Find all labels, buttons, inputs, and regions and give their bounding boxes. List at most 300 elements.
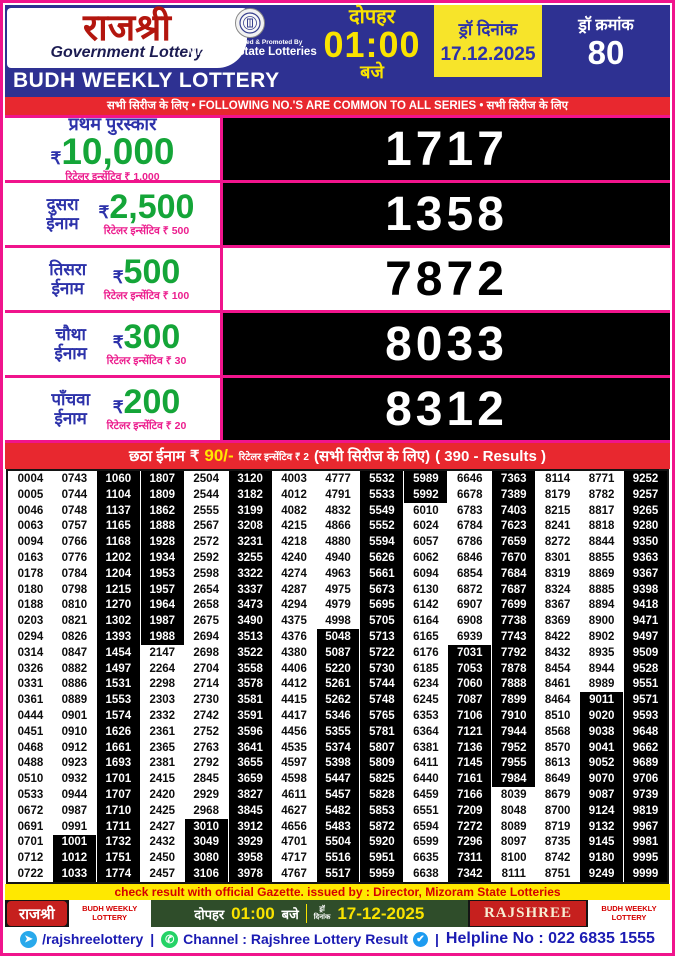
result-number: 8568 [535,724,579,740]
result-number: 7878 [491,661,535,677]
result-number: 6459 [403,787,447,803]
series-ticker: सभी सिरीज के लिए • FOLLOWING NO.'S ARE COMMON TO ALL SERIES • सभी सिरीज के लिए [5,97,670,115]
result-number: 0766 [52,534,96,550]
result-number: 4940 [316,550,360,566]
result-number: 6057 [403,534,447,550]
draw-number-box [546,7,666,71]
result-number: 6234 [403,677,447,693]
result-number: 9648 [623,724,667,740]
telegram-icon: ➤ [20,931,37,948]
result-number: 1809 [140,487,184,503]
result-number: 6440 [403,771,447,787]
result-number: 1987 [140,613,184,629]
result-number: 8771 [579,471,623,487]
result-number: 7944 [491,724,535,740]
prize-1-incentive: रिटेलर इन्सेंटिव ₹ 1,000 [65,170,160,183]
result-number: 1934 [140,550,184,566]
result-number: 0847 [52,645,96,661]
result-number: 2361 [140,724,184,740]
result-number: 0331 [8,677,52,693]
result-number: 1707 [96,787,140,803]
result-number: 2432 [140,835,184,851]
result-number: 2698 [184,645,228,661]
divider [306,904,307,923]
result-number: 5825 [359,771,403,787]
result-number: 3231 [228,534,272,550]
result-number: 9252 [623,471,667,487]
result-number: 7145 [447,756,491,772]
result-number: 2427 [140,819,184,835]
result-number: 5087 [316,645,360,661]
result-number: 8422 [535,629,579,645]
result-number: 8649 [535,771,579,787]
result-number: 0712 [8,850,52,866]
result-number: 3199 [228,503,272,519]
result-number: 6638 [403,866,447,882]
result-number: 2303 [140,692,184,708]
result-number: 2792 [184,756,228,772]
prize-1-amount: 10,000 [61,130,175,172]
result-number: 7161 [447,771,491,787]
whatsapp-channel-label: Channel : Rajshree Lottery Result [183,931,408,947]
result-number: 0063 [8,518,52,534]
result-number: 8324 [535,582,579,598]
result-number: 2704 [184,661,228,677]
result-number: 8048 [491,803,535,819]
result-number: 8241 [535,518,579,534]
result-number: 0294 [8,629,52,645]
result-number: 8215 [535,503,579,519]
result-number: 2592 [184,550,228,566]
result-number: 1168 [96,534,140,550]
result-number: 8319 [535,566,579,582]
result-number: 1104 [96,487,140,503]
result-number: 0910 [52,724,96,740]
result-number: 6872 [447,582,491,598]
result-number: 6411 [403,756,447,772]
result-number: 4375 [272,613,316,629]
result-number: 5673 [359,582,403,598]
result-number: 0784 [52,566,96,582]
result-number: 4656 [272,819,316,835]
result-number: 0744 [52,487,96,503]
telegram-handle: /rajshreelottery [42,931,144,947]
result-number: 3513 [228,629,272,645]
result-number: 5951 [359,850,403,866]
result-number: 7899 [491,692,535,708]
result-number: 1711 [96,819,140,835]
result-number: 7166 [447,787,491,803]
result-number: 0923 [52,756,96,772]
result-number: 3912 [228,819,272,835]
header [5,5,670,97]
result-number: 9038 [579,724,623,740]
result-number: 0932 [52,771,96,787]
result-number: 6783 [447,503,491,519]
result-number: 1626 [96,724,140,740]
result-number: 1060 [96,471,140,487]
prize-2-incentive: रिटेलर इन्सेंटिव ₹ 500 [103,224,190,237]
result-number: 9350 [623,534,667,550]
result-number: 0488 [8,756,52,772]
result-number: 2654 [184,582,228,598]
prize-2-name: दुसरा ईनाम [46,194,79,233]
result-number: 9180 [579,850,623,866]
result-number: 8369 [535,613,579,629]
result-number: 7659 [491,534,535,550]
result-number: 1531 [96,677,140,693]
result-number: 5695 [359,597,403,613]
result-number: 3929 [228,835,272,851]
result-number: 0912 [52,740,96,756]
result-number: 8817 [579,503,623,519]
result-number: 3659 [228,771,272,787]
prize-table [5,115,670,440]
result-number: 3208 [228,518,272,534]
rupee-icon: ₹ [50,148,62,168]
draw-number-label: ड्रॉ क्रमांक [578,17,634,34]
result-number: 8272 [535,534,579,550]
result-number: 6784 [447,518,491,534]
result-number: 1137 [96,503,140,519]
result-number: 8454 [535,661,579,677]
result-number: 3010 [184,819,228,835]
result-number: 9145 [579,835,623,851]
result-number: 5516 [316,850,360,866]
result-number: 2572 [184,534,228,550]
result-number: 0886 [52,677,96,693]
organizer-block [187,8,317,58]
result-number: 3655 [228,756,272,772]
result-number: 4535 [272,740,316,756]
result-number: 6245 [403,692,447,708]
result-number: 1957 [140,582,184,598]
result-number: 4701 [272,835,316,851]
result-number: 2845 [184,771,228,787]
result-number: 0944 [52,787,96,803]
result-number: 9999 [623,866,667,882]
result-number: 1964 [140,597,184,613]
result-number: 0094 [8,534,52,550]
result-number: 7738 [491,613,535,629]
helpline-number: Helpline No : 022 6835 1555 [445,930,655,947]
result-number: 5713 [359,629,403,645]
rupee-icon: ₹ [112,267,124,287]
result-number: 4376 [272,629,316,645]
result-number: 0810 [52,597,96,613]
result-number: 0004 [8,471,52,487]
result-number: 3337 [228,582,272,598]
result-number: 9497 [623,629,667,645]
result-number: 1693 [96,756,140,772]
result-number: 6908 [447,613,491,629]
result-number: 4406 [272,661,316,677]
result-number: 4963 [316,566,360,582]
result-number: 8367 [535,597,579,613]
result-number: 4003 [272,471,316,487]
result-number: 3120 [228,471,272,487]
result-number: 5959 [359,866,403,882]
result-number: 4417 [272,708,316,724]
result-number: 6594 [403,819,447,835]
result-number: 2420 [140,787,184,803]
result-number: 9367 [623,566,667,582]
result-number: 1732 [96,835,140,851]
footer-lottery-name-left: BUDH WEEKLY LOTTERY [69,900,151,927]
result-number: 6185 [403,661,447,677]
telegram-link[interactable] [20,931,143,948]
result-number: 6599 [403,835,447,851]
result-number: 5457 [316,787,360,803]
rupee-icon: ₹ [189,448,200,465]
result-number: 5807 [359,740,403,756]
result-number: 5626 [359,550,403,566]
result-number: 0005 [8,487,52,503]
result-number: 9551 [623,677,667,693]
result-number: 1393 [96,629,140,645]
result-number: 4012 [272,487,316,503]
result-number: 0451 [8,724,52,740]
result-number: 4866 [316,518,360,534]
result-number: 0776 [52,550,96,566]
footer-lottery-name-right: BUDH WEEKLY LOTTERY [588,900,670,927]
result-number: 4975 [316,582,360,598]
result-number: 6939 [447,629,491,645]
result-number: 9706 [623,771,667,787]
footer-time-suffix: बजे [281,906,299,922]
organizer-line1: Lottery Organised & Promoted By [197,39,303,46]
sixth-prize-banner [5,440,670,469]
verified-badge-icon: ✔ [413,932,428,947]
sixth-prize-label: छठा ईनाम [129,448,185,465]
draw-number-value: 80 [587,34,625,71]
result-number: 8464 [535,692,579,708]
result-number: 5261 [316,677,360,693]
result-number: 8510 [535,708,579,724]
result-number: 1774 [96,866,140,882]
result-number: 2298 [140,677,184,693]
result-number: 5992 [403,487,447,503]
result-number: 0748 [52,503,96,519]
result-number: 8719 [535,819,579,835]
result-number: 8935 [579,645,623,661]
result-number: 6165 [403,629,447,645]
result-number: 4287 [272,582,316,598]
result-number: 2752 [184,724,228,740]
result-number: 0533 [8,787,52,803]
result-number: 4294 [272,597,316,613]
result-number: 5552 [359,518,403,534]
result-number: 3080 [184,850,228,866]
result-number: 1302 [96,613,140,629]
result-number: 9689 [623,756,667,772]
result-number: 7792 [491,645,535,661]
result-number: 4412 [272,677,316,693]
result-number: 8989 [579,677,623,693]
result-number: 7272 [447,819,491,835]
result-number: 2381 [140,756,184,772]
footer-draw-info [151,900,468,927]
result-number: 6364 [403,724,447,740]
gazette-note: check result with official Gazette. issued by : Director, Mizoram State Lotteries [5,884,670,900]
result-number: 5661 [359,566,403,582]
rupee-icon: ₹ [112,332,124,352]
result-number: 6142 [403,597,447,613]
result-number: 8742 [535,850,579,866]
result-number: 7984 [491,771,535,787]
result-number: 5447 [316,771,360,787]
sixth-prize-series-note: (सभी सिरीज के लिए) [313,448,431,465]
prize-4-name: चौथा ईनाम [54,324,87,363]
result-number: 4777 [316,471,360,487]
result-number: 0314 [8,645,52,661]
result-number: 7623 [491,518,535,534]
result-number: 5398 [316,756,360,772]
result-number: 0987 [52,803,96,819]
result-number: 9087 [579,787,623,803]
result-number: 9020 [579,708,623,724]
result-number: 9257 [623,487,667,503]
result-number: 5374 [316,740,360,756]
prize-row-1 [5,114,670,183]
result-number: 5989 [403,471,447,487]
result-number: 7121 [447,724,491,740]
result-number: 5262 [316,692,360,708]
result-number: 5355 [316,724,360,740]
result-number: 9265 [623,503,667,519]
draw-time-suffix: बजे [360,62,384,82]
result-number: 9819 [623,803,667,819]
result-number: 9398 [623,582,667,598]
result-number: 3322 [228,566,272,582]
prize-row-4 [5,310,670,375]
state-emblem-icon [235,8,265,38]
whatsapp-channel-link[interactable] [161,931,428,948]
result-number: 1012 [52,850,96,866]
result-number: 4832 [316,503,360,519]
result-number: 6551 [403,803,447,819]
result-number: 5346 [316,708,360,724]
prize-5-name: पाँचवा ईनाम [51,389,91,428]
prize-3-amount: 500 [123,252,181,291]
result-number: 1033 [52,866,96,882]
result-number: 9528 [623,661,667,677]
result-number: 0326 [8,661,52,677]
footer-brand-hindi: राजश्री [7,901,67,926]
result-number: 8902 [579,629,623,645]
result-number: 5048 [316,629,360,645]
result-number: 5744 [359,677,403,693]
result-number: 0672 [8,803,52,819]
result-number: 5533 [359,487,403,503]
result-number: 3255 [228,550,272,566]
result-number: 2555 [184,503,228,519]
result-number: 7955 [491,756,535,772]
footer-time-value: 01:00 [231,903,275,923]
result-number: 2714 [184,677,228,693]
brand-subtitle: Government Lottery [50,44,204,61]
result-number: 2675 [184,613,228,629]
result-number: 0757 [52,518,96,534]
result-number: 8844 [579,534,623,550]
result-number: 1701 [96,771,140,787]
result-number: 3490 [228,613,272,629]
result-number: 1204 [96,566,140,582]
result-number: 1988 [140,629,184,645]
result-number: 3578 [228,677,272,693]
result-number: 3473 [228,597,272,613]
result-number: 0889 [52,692,96,708]
prize-3-winning-number: 7872 [220,248,670,310]
result-number: 6635 [403,850,447,866]
result-number: 7670 [491,550,535,566]
rupee-icon: ₹ [112,397,124,417]
result-number: 0901 [52,708,96,724]
result-number: 0691 [8,819,52,835]
result-number: 0163 [8,550,52,566]
result-number: 8432 [535,645,579,661]
result-number: 5730 [359,661,403,677]
sixth-prize-amount: 90/- [204,446,234,465]
result-number: 7106 [447,708,491,724]
result-number: 9995 [623,850,667,866]
result-number: 7684 [491,566,535,582]
result-number: 2450 [140,850,184,866]
result-number: 5809 [359,756,403,772]
result-number: 3049 [184,835,228,851]
divider: | [150,931,155,947]
result-number: 4456 [272,724,316,740]
result-number: 2332 [140,708,184,724]
result-number: 8735 [535,835,579,851]
result-number: 4791 [316,487,360,503]
result-number: 8301 [535,550,579,566]
result-number: 5532 [359,471,403,487]
result-number: 2457 [140,866,184,882]
prize-4-amount: 300 [123,317,181,356]
footer-brand-english: RAJSHREE [470,901,586,926]
result-number: 9070 [579,771,623,787]
result-number: 8570 [535,740,579,756]
result-number: 0178 [8,566,52,582]
result-number: 2658 [184,597,228,613]
results-grid-frame [6,469,669,884]
result-number: 4767 [272,866,316,882]
result-number: 4082 [272,503,316,519]
result-number: 6176 [403,645,447,661]
result-number: 6094 [403,566,447,582]
draw-date-box [434,5,542,77]
result-number: 6846 [447,550,491,566]
draw-time [313,6,431,82]
result-number: 0743 [52,471,96,487]
result-number: 3522 [228,645,272,661]
result-number: 9011 [579,692,623,708]
result-number: 0468 [8,740,52,756]
prize-row-3 [5,245,670,310]
result-number: 4380 [272,645,316,661]
result-number: 5853 [359,803,403,819]
result-number: 8111 [491,866,535,882]
result-number: 4415 [272,692,316,708]
result-number: 7209 [447,803,491,819]
result-number: 0510 [8,771,52,787]
result-number: 8869 [579,566,623,582]
result-number: 8818 [579,518,623,534]
result-number: 2567 [184,518,228,534]
result-number: 4274 [272,566,316,582]
result-number: 7342 [447,866,491,882]
